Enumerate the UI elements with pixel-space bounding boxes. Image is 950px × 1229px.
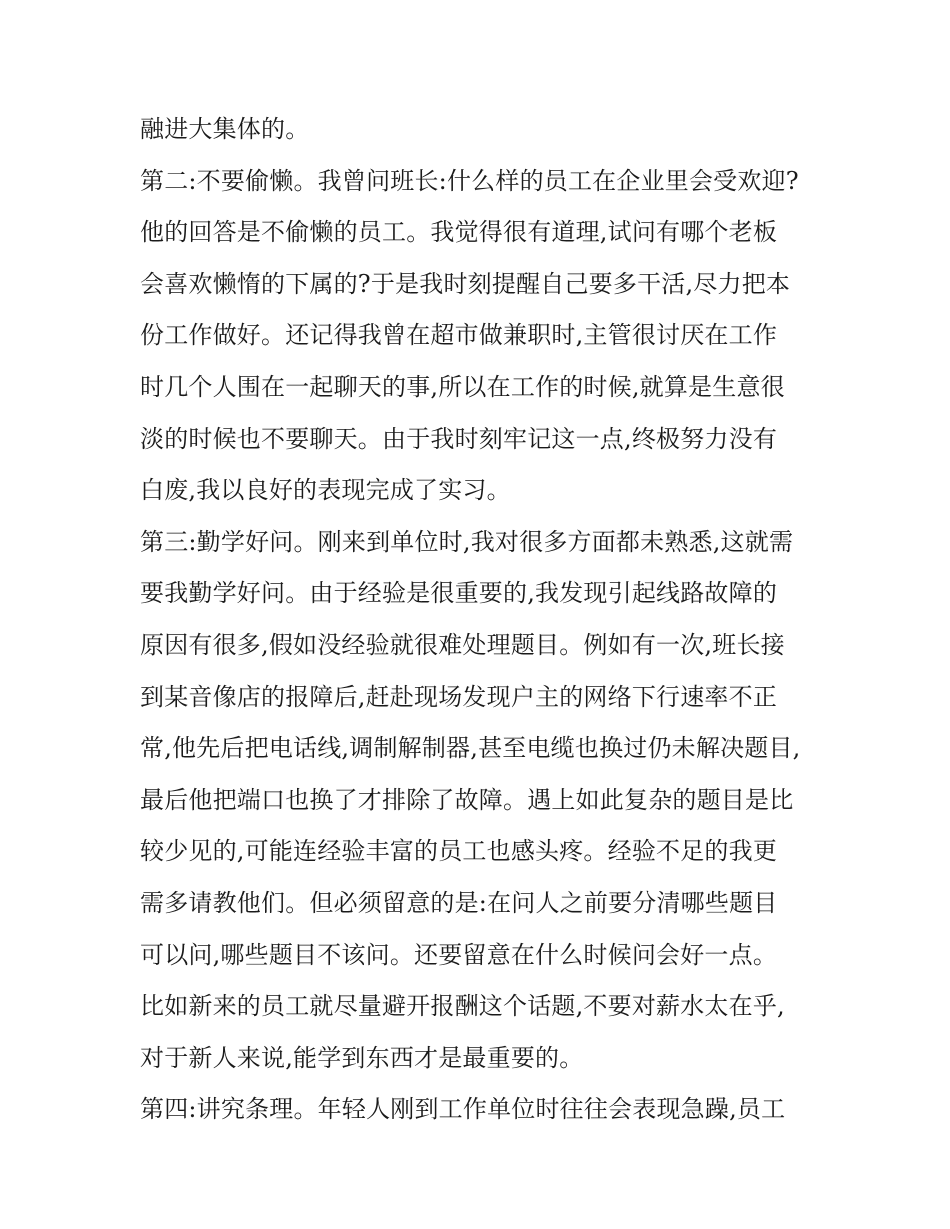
text-line: 需多请教他们。但必须留意的是:在问人之前要分清哪些题目 bbox=[140, 888, 778, 917]
text-line: 时几个人围在一起聊天的事,所以在工作的时候,就算是生意很 bbox=[140, 372, 785, 401]
text-line: 第四:讲究条理。年轻人刚到工作单位时往往会表现急躁,员工 bbox=[140, 1095, 786, 1124]
text-line: 最后他把端口也换了才排除了故障。遇上如此复杂的题目是比 bbox=[140, 785, 794, 814]
text-line: 他的回答是不偷懒的员工。我觉得很有道理,试问有哪个老板 bbox=[140, 218, 778, 247]
text-line: 份工作做好。还记得我曾在超市做兼职时,主管很讨厌在工作 bbox=[140, 321, 778, 350]
document-body bbox=[140, 104, 820, 1136]
text-line: 到某音像店的报障后,赶赴现场发现户主的网络下行速率不正 bbox=[140, 682, 778, 711]
text-line: 白废,我以良好的表现完成了实习。 bbox=[140, 476, 511, 505]
text-line: 较少见的,可能连经验丰富的员工也感头疼。经验不足的我更 bbox=[140, 837, 778, 866]
text-line: 会喜欢懒惰的下属的?于是我时刻提醒自己要多干活,尽力把本 bbox=[140, 269, 791, 298]
text-line: 淡的时候也不要聊天。由于我时刻牢记这一点,终极努力没有 bbox=[140, 424, 778, 453]
text-line: 常,他先后把电话线,调制解制器,甚至电缆也换过仍未解决题目, bbox=[140, 734, 801, 763]
text-line: 可以问,哪些题目不该问。还要留意在什么时候问会好一点。 bbox=[140, 940, 778, 969]
text-line: 第二:不要偷懒。我曾问班长:什么样的员工在企业里会受欢迎? bbox=[140, 166, 799, 195]
text-line: 第三:勤学好问。刚来到单位时,我对很多方面都未熟悉,这就需 bbox=[140, 527, 794, 556]
text-line: 对于新人来说,能学到东西才是最重要的。 bbox=[140, 1043, 584, 1072]
text-line: 比如新来的员工就尽量避开报酬这个话题,不要对薪水太在乎, bbox=[140, 992, 785, 1021]
text-line: 原因有很多,假如没经验就很难处理题目。例如有一次,班长接 bbox=[140, 630, 785, 659]
text-line: 融进大集体的。 bbox=[140, 115, 310, 143]
text-line: 要我勤学好问。由于经验是很重要的,我发现引起线路故障的 bbox=[140, 579, 778, 608]
